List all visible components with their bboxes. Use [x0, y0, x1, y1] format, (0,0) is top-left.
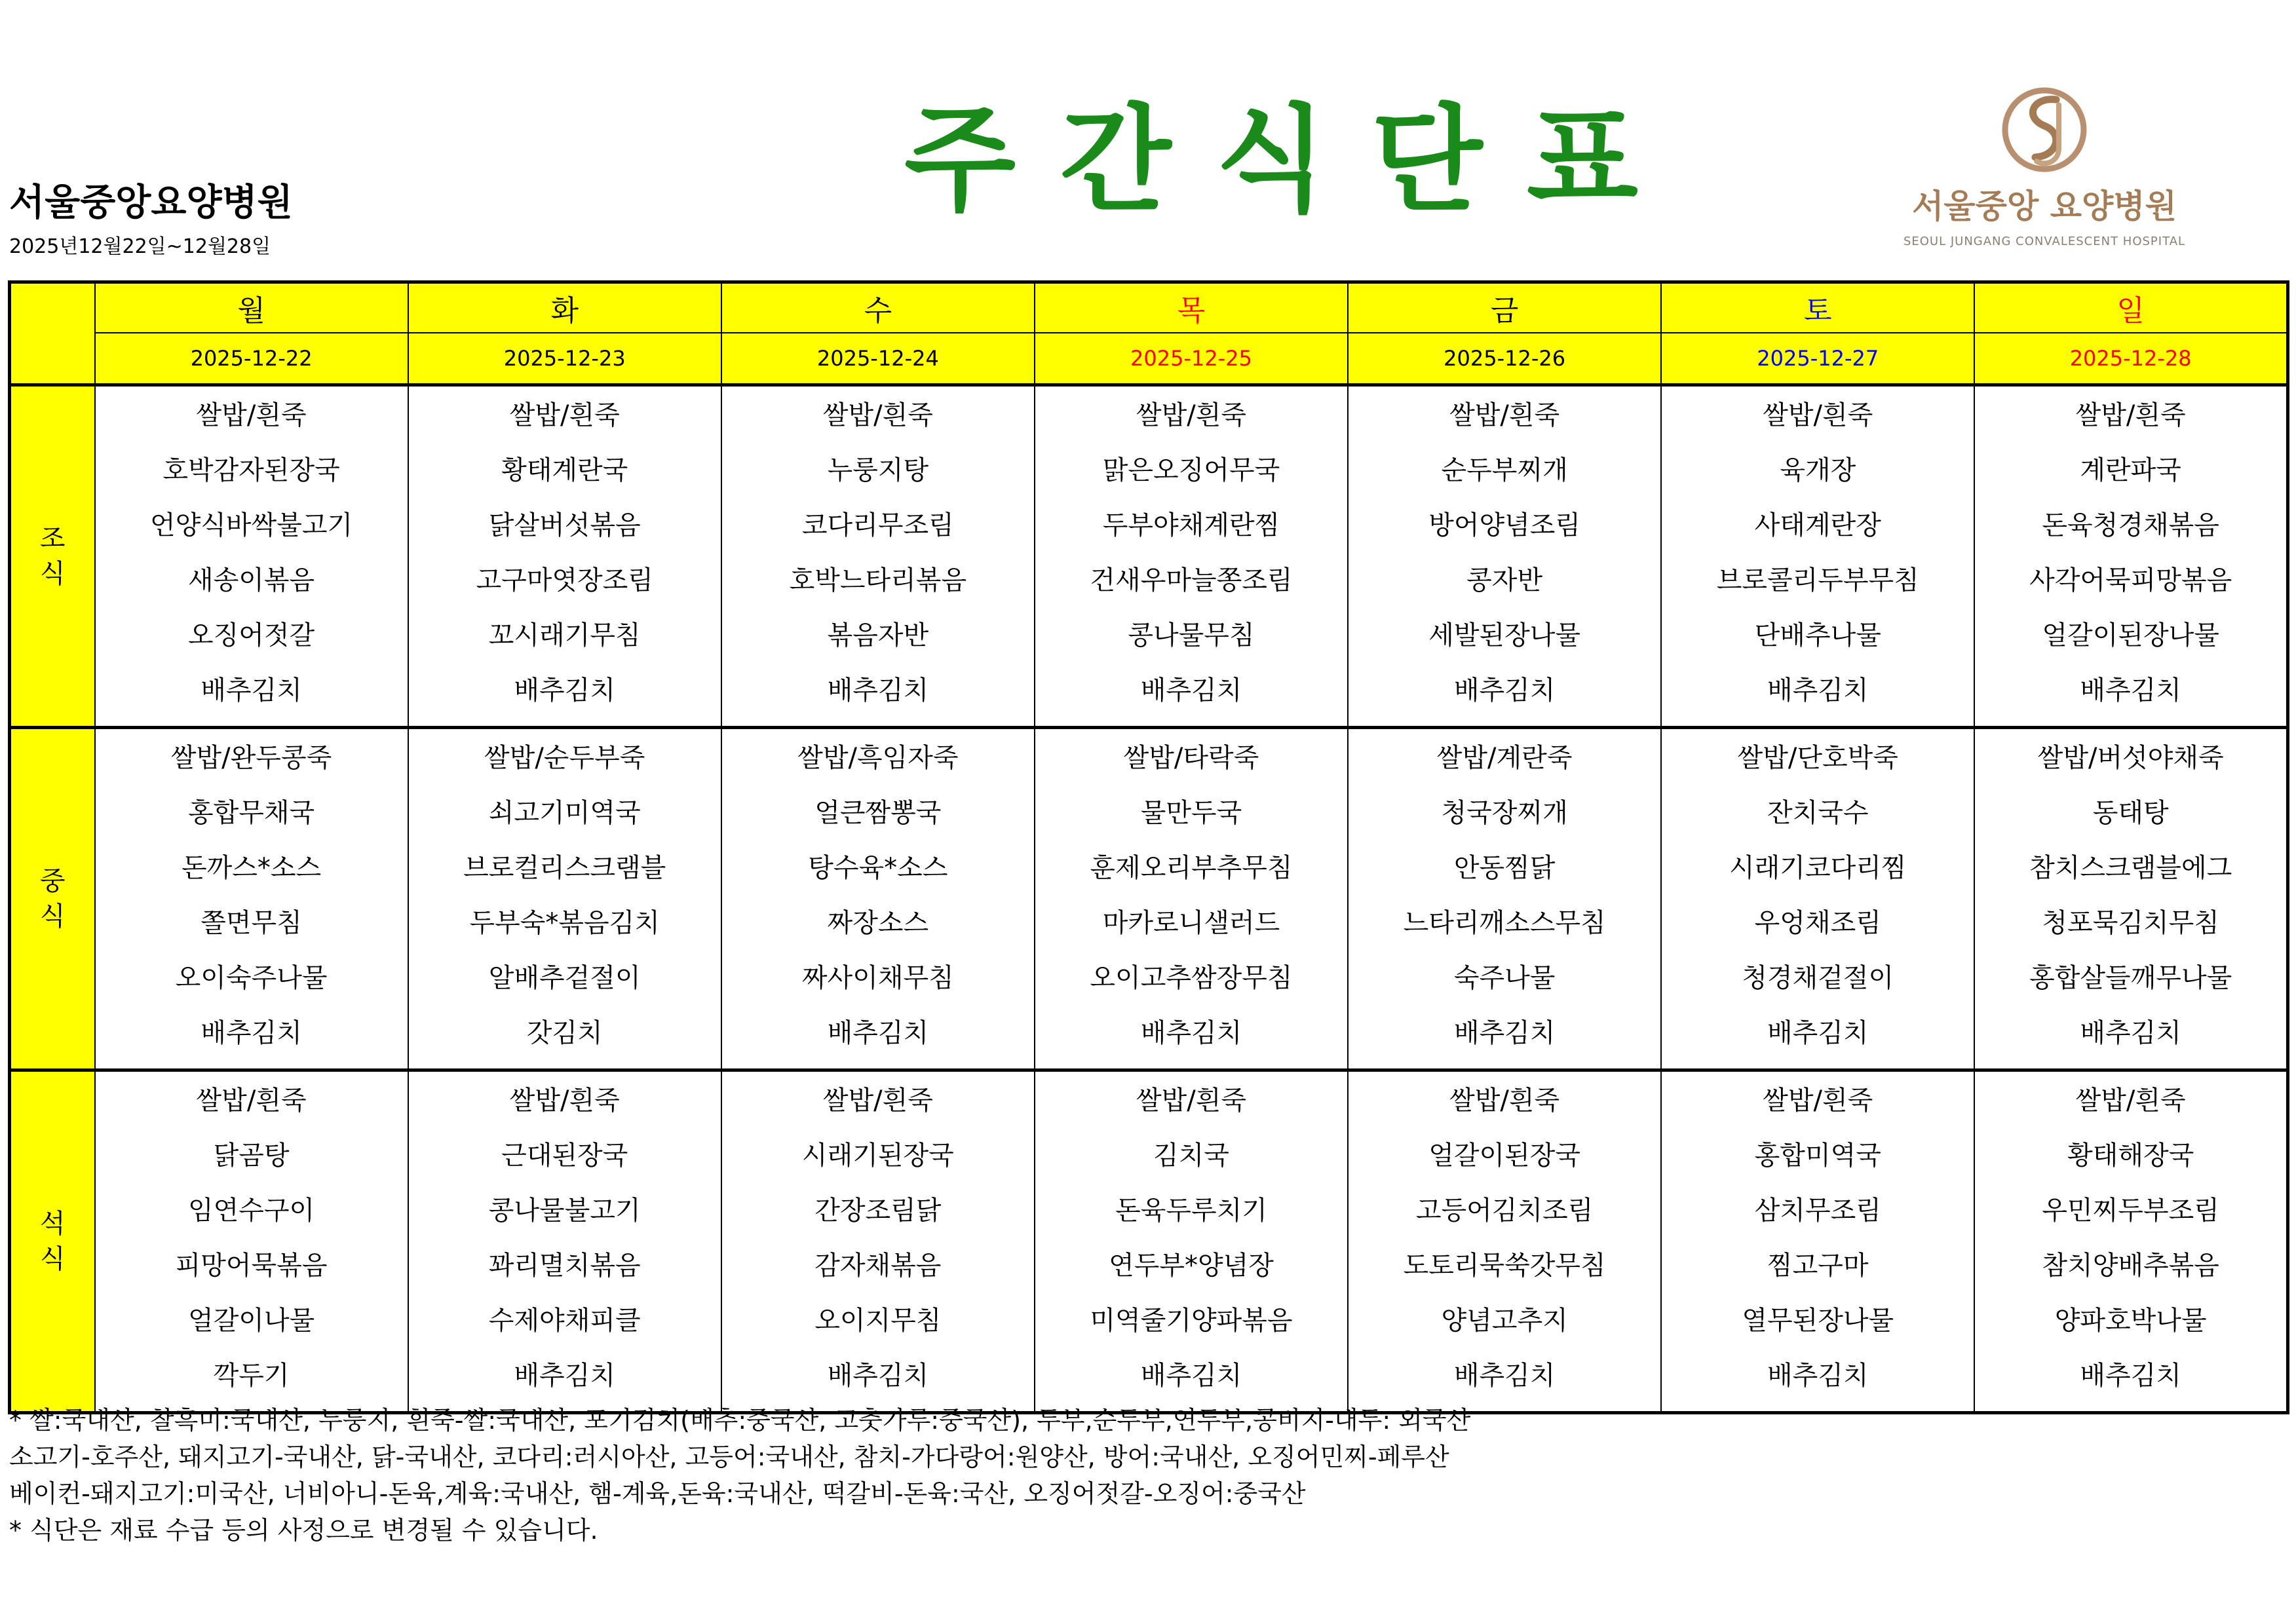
notes — [9, 1402, 1470, 1549]
menu-item: 호박느타리볶음 — [789, 565, 967, 595]
day-header-row — [10, 282, 2288, 333]
menu-item: 배추김치 — [514, 1361, 615, 1391]
menu-item: 청포묵김치무침 — [2042, 908, 2219, 938]
menu-cell — [1035, 728, 1348, 1070]
logo-name: 서울중앙 요양병원 — [1912, 187, 2177, 225]
menu-item: 사각어묵피망볶음 — [2029, 565, 2232, 595]
menu-item: 닭살버섯볶음 — [488, 510, 641, 540]
title-char: 식 — [1215, 93, 1327, 227]
day-header: 월 — [95, 282, 408, 333]
menu-item: 오징어젓갈 — [187, 620, 315, 651]
menu-item: 두부야채계란찜 — [1102, 510, 1280, 540]
menu-cell — [1974, 728, 2287, 1070]
meal-label-char: 석 — [39, 1209, 66, 1239]
menu-item: 오이지무침 — [814, 1306, 942, 1336]
menu-item: 쌀밥/순두부죽 — [484, 743, 645, 773]
menu-item: 쌀밥/흰죽 — [1763, 1086, 1873, 1116]
weekly-menu-table — [8, 280, 2289, 1414]
menu-item: 쌀밥/흰죽 — [196, 400, 307, 430]
menu-item: 고구마엿장조림 — [476, 565, 653, 595]
hospital-logo — [1881, 85, 2208, 255]
logo-emblem-icon — [1979, 85, 2110, 177]
menu-item: 감자채볶음 — [814, 1251, 942, 1281]
menu-cell — [1661, 1070, 1974, 1413]
menu-item: 방어양념조림 — [1428, 510, 1581, 540]
menu-item: 황태해장국 — [2067, 1141, 2194, 1171]
menu-item: 홍합미역국 — [1754, 1141, 1881, 1171]
menu-item: 숙주나물 — [1453, 963, 1556, 993]
date-header: 2025-12-25 — [1035, 333, 1348, 385]
menu-item: 배추김치 — [1767, 675, 1869, 706]
menu-item: 배추김치 — [1453, 1018, 1556, 1048]
menu-item: 꼬시래기무침 — [488, 620, 641, 651]
menu-item: 동태탕 — [2092, 798, 2169, 828]
menu-item: 탕수육*소스 — [808, 853, 948, 883]
menu-item: 우엉채조림 — [1754, 908, 1881, 938]
menu-item: 홍합살들깨무나물 — [2029, 963, 2232, 993]
menu-item: 쇠고기미역국 — [488, 798, 641, 828]
menu-item: 얼큰짬뽕국 — [814, 798, 942, 828]
meal-label-char: 중 — [39, 866, 66, 896]
menu-item: 배추김치 — [1140, 675, 1242, 706]
menu-item: 물만두국 — [1140, 798, 1242, 828]
menu-item: 돈까스*소스 — [181, 853, 322, 883]
menu-item: 쌀밥/흰죽 — [1763, 400, 1873, 430]
date-header: 2025-12-22 — [95, 333, 408, 385]
menu-item: 두부숙*볶음김치 — [469, 908, 660, 938]
menu-item: 배추김치 — [514, 675, 615, 706]
menu-item: 쌀밥/계란죽 — [1436, 743, 1573, 773]
menu-item: 참치양배추볶음 — [2042, 1251, 2219, 1281]
menu-item: 안동찜닭 — [1453, 853, 1556, 883]
menu-item: 닭곰탕 — [213, 1141, 290, 1171]
menu-cell — [95, 1070, 408, 1413]
menu-item: 알배추겉절이 — [488, 963, 641, 993]
meal-label-char: 식 — [39, 1244, 66, 1274]
menu-cell — [1348, 728, 1661, 1070]
menu-item: 계란파국 — [2080, 455, 2181, 485]
menu-item: 짜사이채무침 — [801, 963, 954, 993]
menu-item: 배추김치 — [1767, 1018, 1869, 1048]
title-char: 표 — [1526, 93, 1638, 227]
menu-item: 코다리무조림 — [801, 510, 954, 540]
page-title — [904, 93, 1638, 227]
menu-item: 돈육청경채볶음 — [2042, 510, 2219, 540]
menu-item: 배추김치 — [2080, 675, 2181, 706]
menu-item: 배추김치 — [1140, 1018, 1242, 1048]
date-header: 2025-12-23 — [408, 333, 721, 385]
menu-item: 단배추나물 — [1754, 620, 1881, 651]
menu-item: 콩자반 — [1466, 565, 1543, 595]
menu-item: 근대된장국 — [501, 1141, 628, 1171]
menu-item: 피망어묵볶음 — [175, 1251, 328, 1281]
menu-item: 수제야채피클 — [488, 1306, 641, 1336]
menu-item: 훈제오리부추무침 — [1090, 853, 1293, 883]
menu-item: 쌀밥/흑임자죽 — [797, 743, 959, 773]
menu-item: 사태계란장 — [1754, 510, 1881, 540]
menu-cell — [95, 728, 408, 1070]
menu-item: 맑은오징어무국 — [1102, 455, 1280, 485]
menu-item: 콩나물불고기 — [488, 1196, 641, 1226]
menu-item: 깍두기 — [213, 1361, 290, 1391]
menu-item: 배추김치 — [1453, 675, 1556, 706]
day-header: 토 — [1661, 282, 1974, 333]
menu-item: 우민찌두부조림 — [2042, 1196, 2219, 1226]
logo-subtitle: SEOUL JUNGANG CONVALESCENT HOSPITAL — [1903, 235, 2186, 248]
menu-item: 배추김치 — [1767, 1361, 1869, 1391]
menu-item: 시래기된장국 — [801, 1141, 954, 1171]
menu-item: 황태계란국 — [501, 455, 628, 485]
menu-item: 배추김치 — [1140, 1361, 1242, 1391]
meal-row — [10, 728, 2288, 1070]
meal-row — [10, 385, 2288, 728]
menu-item: 도토리묵쑥갓무침 — [1403, 1251, 1606, 1281]
menu-item: 배추김치 — [2080, 1018, 2181, 1048]
menu-item: 갓김치 — [526, 1018, 603, 1048]
menu-item: 시래기코다리찜 — [1729, 853, 1907, 883]
menu-item: 양파호박나물 — [2054, 1306, 2207, 1336]
menu-item: 얼갈이나물 — [187, 1306, 315, 1336]
day-header: 일 — [1974, 282, 2287, 333]
note-line: 베이컨-돼지고기:미국산, 너비아니-돈육,계육:국내산, 햄-계육,돈육:국내산, 떡갈비-돈육:국산, 오징어젓갈-오징어:중국산 — [9, 1479, 1306, 1508]
day-header: 금 — [1348, 282, 1661, 333]
title-char: 간 — [1060, 93, 1172, 227]
menu-item: 세발된장나물 — [1428, 620, 1581, 651]
meal-label-char: 식 — [39, 559, 66, 589]
menu-item: 쌀밥/흰죽 — [1136, 1086, 1247, 1116]
menu-item: 잔치국수 — [1767, 798, 1869, 828]
meal-label — [10, 385, 95, 728]
menu-item: 쌀밥/단호박죽 — [1737, 743, 1898, 773]
menu-item: 쌀밥/흰죽 — [2075, 1086, 2186, 1116]
title-char: 단 — [1371, 93, 1483, 227]
menu-item: 콩나물무침 — [1128, 620, 1255, 651]
menu-item: 언양식바싹불고기 — [150, 510, 353, 540]
menu-item: 쌀밥/흰죽 — [822, 400, 933, 430]
menu-item: 쌀밥/완두콩죽 — [170, 743, 332, 773]
menu-item: 배추김치 — [827, 1018, 929, 1048]
menu-item: 볶음자반 — [827, 620, 929, 651]
menu-item: 고등어김치조림 — [1415, 1196, 1594, 1226]
corner-cell — [10, 282, 95, 385]
date-header: 2025-12-26 — [1348, 333, 1661, 385]
menu-item: 얼갈이된장나물 — [2042, 620, 2219, 651]
menu-item: 연두부*양념장 — [1109, 1251, 1274, 1281]
menu-item: 건새우마늘쫑조림 — [1090, 565, 1293, 595]
menu-cell — [1035, 1070, 1348, 1413]
menu-item: 쌀밥/흰죽 — [196, 1086, 307, 1116]
menu-item: 임연수구이 — [187, 1196, 315, 1226]
menu-item: 배추김치 — [201, 1018, 302, 1048]
menu-item: 배추김치 — [827, 1361, 929, 1391]
menu-cell — [408, 385, 721, 728]
menu-cell — [1348, 385, 1661, 728]
menu-cell — [408, 1070, 721, 1413]
menu-item: 배추김치 — [2080, 1361, 2181, 1391]
menu-item: 쌀밥/흰죽 — [509, 1086, 620, 1116]
menu-item: 양념고추지 — [1441, 1306, 1568, 1336]
menu-item: 육개장 — [1780, 455, 1856, 485]
menu-item: 호박감자된장국 — [163, 455, 340, 485]
menu-item: 쌀밥/흰죽 — [509, 400, 620, 430]
date-header: 2025-12-24 — [721, 333, 1035, 385]
meal-label-char: 식 — [39, 901, 66, 932]
menu-item: 얼갈이된장국 — [1428, 1141, 1581, 1171]
menu-item: 쌀밥/타락죽 — [1123, 743, 1259, 773]
menu-cell — [95, 385, 408, 728]
menu-item: 순두부찌개 — [1441, 455, 1568, 485]
menu-item: 삼치무조림 — [1754, 1196, 1881, 1226]
menu-item: 쫄면무침 — [201, 908, 302, 938]
menu-item: 느타리깨소스무침 — [1403, 908, 1606, 938]
menu-item: 간장조림닭 — [814, 1196, 942, 1226]
menu-item: 참치스크램블에그 — [2029, 853, 2232, 883]
menu-item: 홍합무채국 — [187, 798, 315, 828]
menu-cell — [721, 728, 1035, 1070]
menu-item: 꽈리멸치볶음 — [488, 1251, 641, 1281]
menu-item: 청경채겉절이 — [1742, 963, 1894, 993]
menu-item: 미역줄기양파볶음 — [1090, 1306, 1293, 1336]
menu-cell — [1348, 1070, 1661, 1413]
menu-cell — [408, 728, 721, 1070]
menu-item: 마카로니샐러드 — [1102, 908, 1280, 938]
day-header: 목 — [1035, 282, 1348, 333]
menu-item: 쌀밥/버섯야채죽 — [2037, 743, 2224, 773]
menu-cell — [1035, 385, 1348, 728]
menu-cell — [1661, 728, 1974, 1070]
menu-item: 배추김치 — [201, 675, 302, 706]
menu-item: 쌀밥/흰죽 — [822, 1086, 933, 1116]
menu-item: 열무된장나물 — [1742, 1306, 1894, 1336]
menu-item: 오이고추쌈장무침 — [1090, 963, 1293, 993]
menu-item: 짜장소스 — [827, 908, 929, 938]
title-char: 주 — [904, 93, 1016, 227]
meal-label — [10, 1070, 95, 1413]
day-header: 화 — [408, 282, 721, 333]
menu-cell — [721, 1070, 1035, 1413]
note-line: * 식단은 재료 수급 등의 사정으로 변경될 수 있습니다. — [9, 1516, 598, 1545]
date-header: 2025-12-27 — [1661, 333, 1974, 385]
menu-item: 새송이볶음 — [187, 565, 315, 595]
menu-item: 쌀밥/흰죽 — [1449, 1086, 1560, 1116]
menu-item: 돈육두루치기 — [1115, 1196, 1267, 1226]
meal-row — [10, 1070, 2288, 1413]
date-header: 2025-12-28 — [1974, 333, 2287, 385]
note-line: * 쌀:국내산, 찰흑미:국내산, 누룽지, 흰죽-쌀:국내산, 포기김치(배추:중국산, 고춧가루:중국산), 두부,순두부,연두부,콩비지-대두: 외국산 — [9, 1406, 1471, 1435]
menu-item: 브로콜리두부무침 — [1716, 565, 1919, 595]
note-line: 소고기-호주산, 돼지고기-국내산, 닭-국내산, 코다리:러시아산, 고등어:국내산, 참치-가다랑어:원양산, 방어:국내산, 오징어민찌-페루산 — [9, 1443, 1449, 1471]
menu-cell — [1974, 1070, 2287, 1413]
menu-cell — [1661, 385, 1974, 728]
menu-item: 쌀밥/흰죽 — [1136, 400, 1247, 430]
menu-item: 김치국 — [1153, 1141, 1229, 1171]
menu-item: 청국장찌개 — [1441, 798, 1568, 828]
menu-cell — [1974, 385, 2287, 728]
date-range: 2025년12월22일~12월28일 — [9, 235, 271, 258]
menu-item: 찜고구마 — [1767, 1251, 1869, 1281]
menu-item: 오이숙주나물 — [175, 963, 328, 993]
hospital-name: 서울중앙요양병원 — [9, 181, 293, 224]
day-header: 수 — [721, 282, 1035, 333]
menu-cell — [721, 385, 1035, 728]
menu-item: 브로컬리스크램블 — [463, 853, 666, 883]
menu-item: 배추김치 — [1453, 1361, 1556, 1391]
menu-item: 누룽지탕 — [827, 455, 929, 485]
date-header-row — [10, 333, 2288, 385]
menu-item: 쌀밥/흰죽 — [2075, 400, 2186, 430]
menu-item: 쌀밥/흰죽 — [1449, 400, 1560, 430]
meal-label — [10, 728, 95, 1070]
meal-label-char: 조 — [39, 523, 66, 554]
menu-item: 배추김치 — [827, 675, 929, 706]
